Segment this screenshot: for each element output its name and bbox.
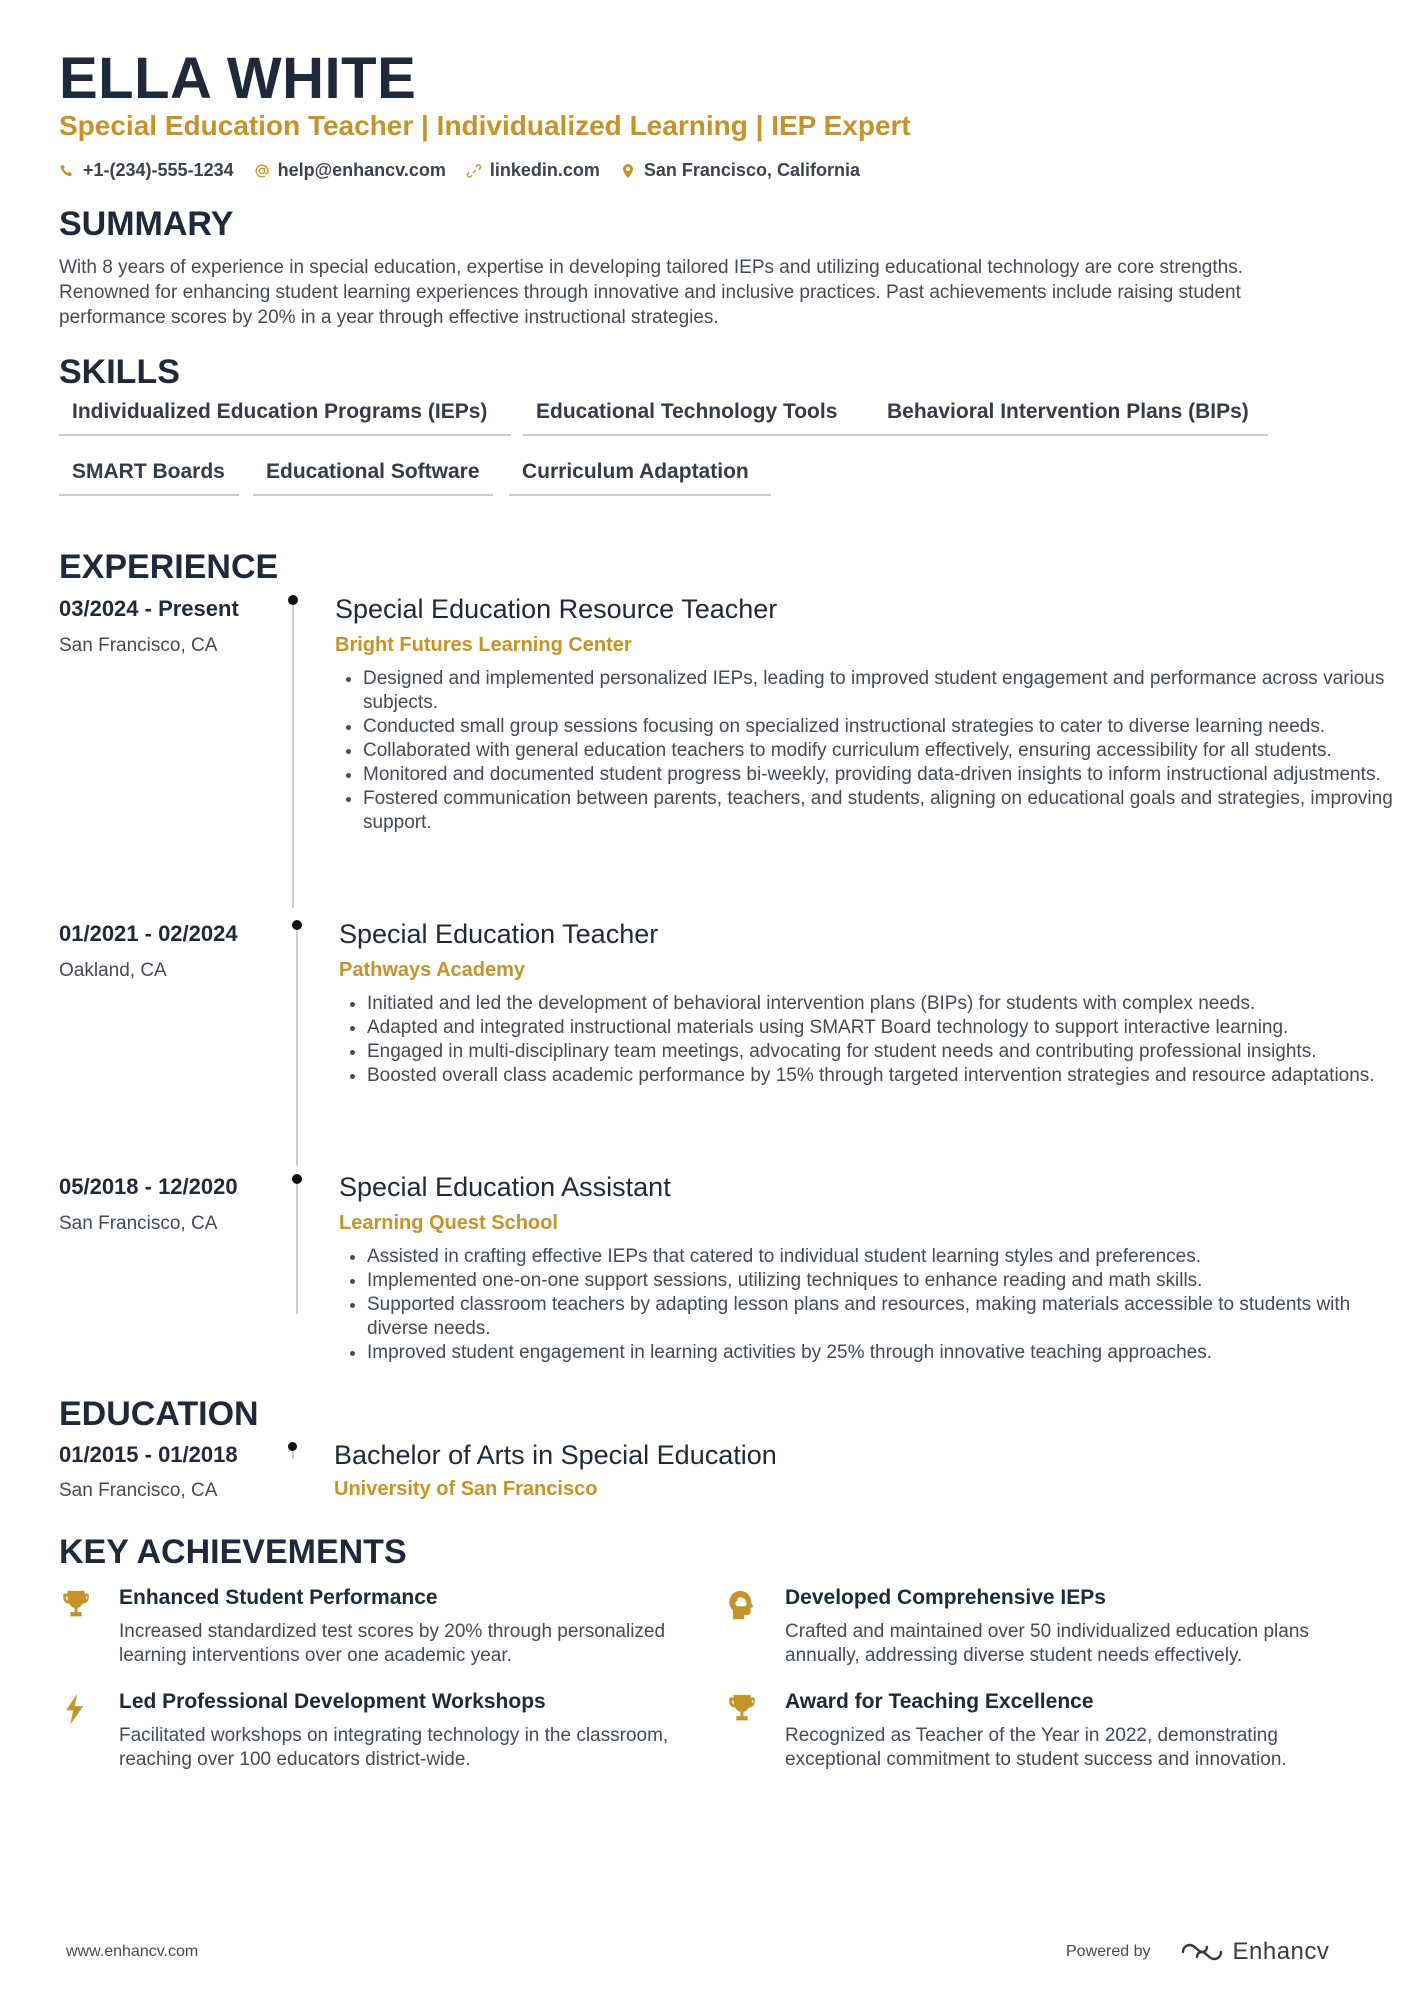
achievements-heading: KEY ACHIEVEMENTS xyxy=(59,1533,407,1571)
brain-head-icon xyxy=(725,1588,759,1622)
education-location: San Francisco, CA xyxy=(59,1480,218,1501)
job-title: Special Education Resource Teacher xyxy=(335,594,778,624)
job-location: Oakland, CA xyxy=(59,960,167,981)
skill-tag: SMART Boards xyxy=(59,460,239,496)
job-bullet: • Supported classroom teachers by adapting lesson plans and resources, making materials accessible to students with diverse needs. xyxy=(367,1293,1397,1341)
lightning-icon xyxy=(59,1692,93,1726)
phone-text: +1-(234)-555-1234 xyxy=(83,160,234,180)
timeline-line xyxy=(292,1451,294,1459)
achievement-title: Enhanced Student Performance xyxy=(119,1586,438,1609)
at-icon xyxy=(254,163,270,179)
skill-tag: Behavioral Intervention Plans (BIPs) xyxy=(874,400,1268,436)
contact-bar xyxy=(59,160,860,181)
achievement-title: Developed Comprehensive IEPs xyxy=(785,1586,1106,1609)
job-location: San Francisco, CA xyxy=(59,635,218,656)
timeline-dot xyxy=(292,1174,302,1184)
candidate-name: ELLA WHITE xyxy=(59,46,417,111)
job-bullet: • Assisted in crafting effective IEPs that catered to individual student learning styles and preferences. xyxy=(367,1245,1397,1269)
job-bullet: • Initiated and led the development of behavioral intervention plans (BIPs) for students with complex needs. xyxy=(367,992,1397,1016)
job-title: Special Education Teacher xyxy=(339,919,659,949)
education-dates: 01/2015 - 01/2018 xyxy=(59,1442,238,1467)
job-bullets xyxy=(339,1245,1397,1365)
achievement-desc: Facilitated workshops on integrating technology in the classroom, reaching over 100 educators district-wide. xyxy=(119,1725,669,1770)
contact-phone[interactable] xyxy=(59,160,234,181)
trophy-icon xyxy=(725,1692,759,1726)
location-text: San Francisco, California xyxy=(643,160,860,180)
school-name: University of San Francisco xyxy=(334,1478,598,1500)
job-bullets xyxy=(339,992,1397,1088)
enhancv-logo-icon xyxy=(1179,1940,1225,1964)
timeline-line xyxy=(292,603,294,908)
achievement-desc: Recognized as Teacher of the Year in 2022, demonstrating exceptional commitment to student success and innovation. xyxy=(785,1725,1287,1770)
education-heading: EDUCATION xyxy=(59,1395,259,1433)
job-bullet: • Boosted overall class academic performance by 15% through targeted intervention strategies and resource adaptations. xyxy=(367,1064,1397,1088)
job-bullet: • Engaged in multi-disciplinary team meetings, advocating for student needs and contributing professional insights. xyxy=(367,1040,1397,1064)
skills-heading: SKILLS xyxy=(59,353,180,391)
phone-icon xyxy=(59,163,75,179)
link-icon xyxy=(466,163,482,179)
trophy-icon xyxy=(59,1588,93,1622)
job-bullet: • Adapted and integrated instructional materials using SMART Board technology to support interactive learning. xyxy=(367,1016,1397,1040)
job-dates: 05/2018 - 12/2020 xyxy=(59,1174,238,1199)
skill-tag: Individualized Education Programs (IEPs) xyxy=(59,400,511,436)
job-bullet: • Conducted small group sessions focusing on specialized instructional strategies to cater to diverse learning needs. xyxy=(363,715,1393,739)
skill-tag: Educational Technology Tools xyxy=(523,400,875,436)
brand-name: Enhancv xyxy=(1232,1938,1330,1965)
email-text: help@enhancv.com xyxy=(277,160,446,180)
location-pin-icon xyxy=(620,163,636,179)
experience-heading: EXPERIENCE xyxy=(59,548,279,586)
job-bullet: • Monitored and documented student progress bi-weekly, providing data-driven insights to inform instructional adjustments. xyxy=(363,763,1393,787)
summary-text: With 8 years of experience in special education, expertise in developing tailored IEPs and utilizing educational technology are core strengths. Renowned for enhancing student learning experiences through innovative and inclusive practices. Past achievements include raising student performance scores by 20% in a year through effective instructional strategies. xyxy=(59,257,1243,328)
skill-tag: Educational Software xyxy=(253,460,493,496)
timeline-line xyxy=(296,928,298,1166)
footer-branding xyxy=(1066,1938,1329,1966)
job-company: Bright Futures Learning Center xyxy=(335,634,632,656)
job-title: Special Education Assistant xyxy=(339,1172,671,1202)
achievement-desc: Increased standardized test scores by 20% through personalized learning interventions over one academic year. xyxy=(119,1621,666,1666)
job-bullet: • Designed and implemented personalized IEPs, leading to improved student engagement and performance across various subjects. xyxy=(363,667,1393,715)
job-bullet: • Fostered communication between parents, teachers, and students, aligning on educational goals and strategies, improving support. xyxy=(363,787,1393,835)
job-dates: 03/2024 - Present xyxy=(59,596,239,621)
candidate-title: Special Education Teacher | Individualized Learning | IEP Expert xyxy=(59,110,911,141)
job-bullet: • Improved student engagement in learning activities by 25% through innovative teaching approaches. xyxy=(367,1341,1397,1365)
skill-tag: Curriculum Adaptation xyxy=(509,460,771,496)
powered-by-label: Powered by xyxy=(1066,1943,1151,1960)
timeline-dot xyxy=(288,595,298,605)
job-bullets xyxy=(335,667,1393,835)
contact-website[interactable] xyxy=(466,160,600,181)
timeline-line xyxy=(296,1182,298,1314)
achievement-desc: Crafted and maintained over 50 individualized education plans annually, addressing diverse student needs effectively. xyxy=(785,1621,1309,1666)
job-bullet: • Collaborated with general education teachers to modify curriculum effectively, ensuring accessibility for all students. xyxy=(363,739,1393,763)
job-company: Pathways Academy xyxy=(339,959,526,981)
website-text: linkedin.com xyxy=(489,160,600,180)
job-dates: 01/2021 - 02/2024 xyxy=(59,921,238,946)
job-company: Learning Quest School xyxy=(339,1212,558,1234)
degree-title: Bachelor of Arts in Special Education xyxy=(334,1440,777,1470)
contact-location xyxy=(620,160,860,181)
job-location: San Francisco, CA xyxy=(59,1213,218,1234)
footer-website[interactable]: www.enhancv.com xyxy=(66,1943,199,1960)
achievement-title: Award for Teaching Excellence xyxy=(785,1690,1094,1713)
contact-email[interactable] xyxy=(254,160,446,181)
timeline-dot xyxy=(292,920,302,930)
summary-heading: SUMMARY xyxy=(59,205,234,243)
timeline-dot xyxy=(288,1442,297,1451)
brand-logo[interactable] xyxy=(1179,1938,1330,1966)
job-bullet: • Implemented one-on-one support sessions, utilizing techniques to enhance reading and math skills. xyxy=(367,1269,1397,1293)
achievement-title: Led Professional Development Workshops xyxy=(119,1690,546,1713)
